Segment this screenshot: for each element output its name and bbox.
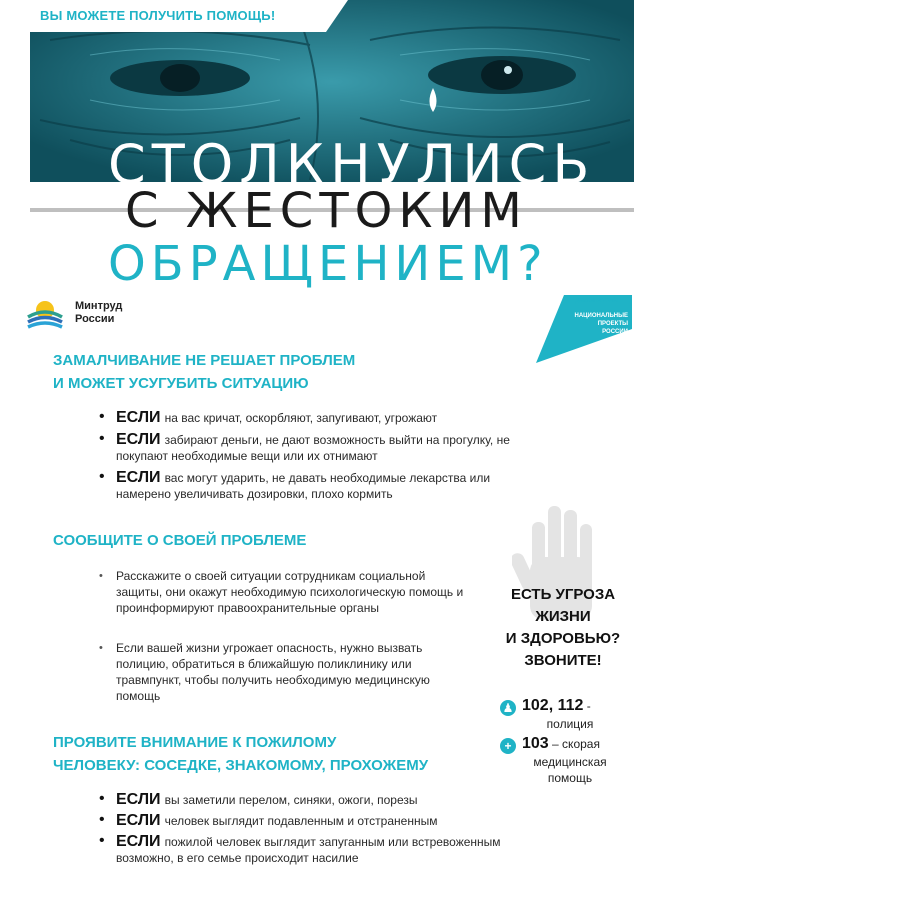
section1-heading: ЗАМАЛЧИВАНИЕ НЕ РЕШАЕТ ПРОБЛЕМ И МОЖЕТ УСУГУБИТЬ СИТУАЦИЮ	[53, 352, 356, 392]
np-name: НАЦИОНАЛЬНЫЕ ПРОЕКТЫ РОССИИ	[574, 313, 628, 335]
list-item: • ЕСЛИ человек выглядит подавленным и отстраненным	[96, 813, 556, 829]
list-item: • ЕСЛИ пожилой человек выглядит запуганным или встревоженным возможно, в его семье происходит насилие	[96, 834, 556, 866]
mintrud-name: Минтруд России	[75, 300, 123, 325]
section1-list	[96, 410, 536, 508]
tagline: ВЫ МОЖЕТЕ ПОЛУЧИТЬ ПОМОЩЬ!	[40, 8, 276, 23]
list-item: • ЕСЛИ на вас кричат, оскорбляют, запугивают, угрожают	[96, 410, 536, 426]
medical-cross-icon: +	[500, 738, 516, 754]
list-item: • Расскажите о своей ситуации сотрудникам социальной защиты, они окажут необходимую психологическую помощь и проинформируют правоохранительные органы	[96, 568, 466, 616]
emergency-call-heading: ЕСТЬ УГРОЗА ЖИЗНИ И ЗДОРОВЬЮ? ЗВОНИТЕ!	[505, 586, 621, 669]
list-item: • ЕСЛИ вас могут ударить, не давать необходимые лекарства или намерено увеличивать дозировки, плохо кормить	[96, 470, 536, 502]
police-icon: ♟	[500, 700, 516, 716]
section3-list	[96, 792, 556, 871]
title-line-3: ОБРАЩЕНИЕМ?	[108, 236, 548, 292]
ambulance-phone: + 103 – скорая медицинская помощь	[500, 736, 640, 786]
section2-list	[96, 568, 466, 728]
section2-heading: СООБЩИТЕ О СВОЕЙ ПРОБЛЕМЕ	[53, 532, 307, 549]
title-line-2: С ЖЕСТОКИМ	[125, 183, 528, 239]
list-item: • ЕСЛИ забирают деньги, не дают возможность выйти на прогулку, не покупают необходимые вещи или их отнимают	[96, 432, 536, 464]
list-item: • ЕСЛИ вы заметили перелом, синяки, ожоги, порезы	[96, 792, 556, 808]
np-demography-label: ДЕМОГРАФИЯ	[575, 298, 618, 304]
section3-heading: ПРОЯВИТЕ ВНИМАНИЕ К ПОЖИЛОМУ ЧЕЛОВЕКУ: СОСЕДКЕ, ЗНАКОМОМУ, ПРОХОЖЕМУ	[53, 734, 429, 774]
list-item: • Если вашей жизни угрожает опасность, нужно вызвать полицию, обратиться в ближайшую поликлинику или травмпункт, чтобы получить необходимую медицинскую помощь	[96, 640, 466, 704]
mintrud-logo-icon	[26, 293, 64, 331]
title-line-1: СТОЛКНУЛИСЬ	[108, 133, 596, 196]
police-phone: ♟ 102, 112 - полиция	[500, 698, 640, 732]
